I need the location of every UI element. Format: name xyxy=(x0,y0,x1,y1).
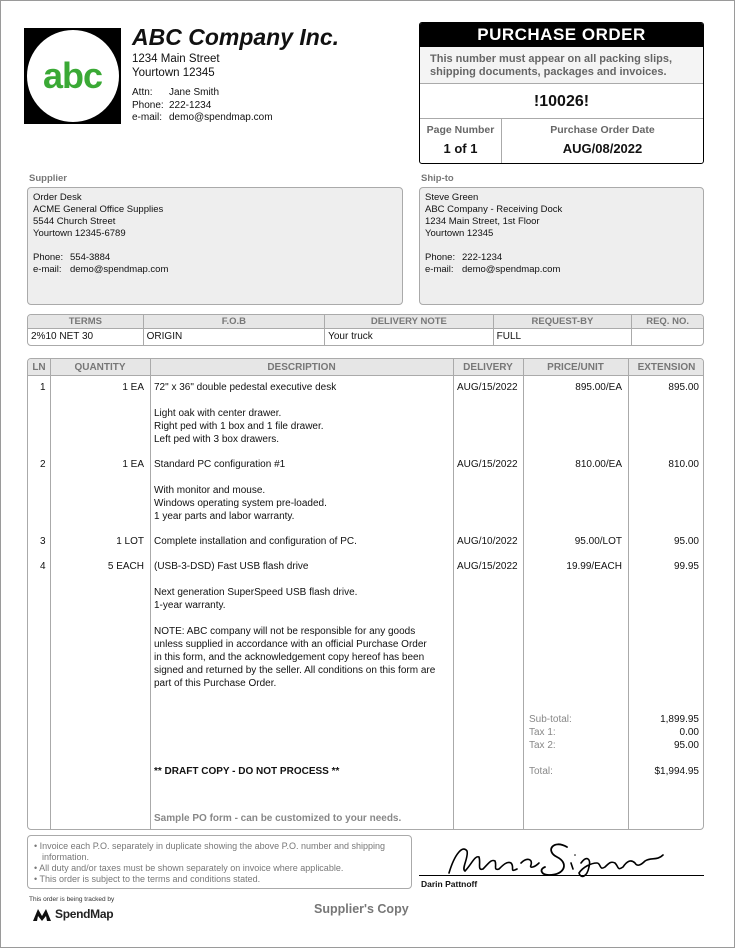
attn-label: Attn: xyxy=(132,87,153,98)
po-number: !10026! xyxy=(420,84,703,119)
quantity-header: QUANTITY xyxy=(74,362,126,373)
ship-to-email-label: e-mail: xyxy=(425,264,454,275)
tax1-value: 0.00 xyxy=(679,727,699,738)
request-by-header: REQUEST-BY xyxy=(494,315,633,328)
supplier-label: Supplier xyxy=(29,173,68,184)
po-meta xyxy=(420,119,703,163)
company-name: ABC Company Inc. xyxy=(132,24,340,50)
subtotal-value: 1,899.95 xyxy=(660,714,699,725)
tracked-by-text: This order is being tracked by xyxy=(29,896,115,903)
ship-to-phone: 222-1234 xyxy=(462,252,503,263)
supplier-box xyxy=(27,187,403,305)
signature-line xyxy=(419,875,704,876)
phone-value: 222-1234 xyxy=(169,99,212,111)
company-address-line2: Yourtown 12345 xyxy=(132,67,215,79)
po-info-box xyxy=(419,22,704,164)
supplier-phone-label: Phone: xyxy=(33,252,64,263)
terms-header: TERMS xyxy=(28,315,144,328)
po-date-cell xyxy=(502,119,703,163)
line-price: 895.00/EA xyxy=(575,382,622,393)
line-detail: Next generation SuperSpeed USB flash drive. xyxy=(154,587,358,598)
line-description: 72" x 36" double pedestal executive desk xyxy=(154,382,337,393)
logo-text: abc xyxy=(42,55,103,96)
spendmap-name: SpendMap xyxy=(55,907,114,921)
supplier-line: 5544 Church Street xyxy=(33,216,116,227)
footer-note-item: • All duty and/or taxes must be shown separately on invoice where applicable. xyxy=(34,863,344,873)
terms-header-row xyxy=(28,315,703,329)
ship-to-line: Steve Green xyxy=(425,192,479,203)
line-delivery: AUG/15/2022 xyxy=(457,382,518,393)
req-no-header: REQ. NO. xyxy=(646,316,689,327)
sample-note: Sample PO form - can be customized to your needs. xyxy=(154,813,402,824)
line-extension: 99.95 xyxy=(673,561,699,572)
page-number-value: 1 of 1 xyxy=(443,141,478,156)
phone-label: Phone: xyxy=(132,99,164,111)
supplier-phone: 554-3884 xyxy=(70,252,111,263)
fob-header: F.O.B xyxy=(144,315,325,328)
line-delivery: AUG/15/2022 xyxy=(457,459,518,470)
line-extension: 810.00 xyxy=(668,459,699,470)
tax2-value: 95.00 xyxy=(673,740,699,751)
copy-label: Supplier's Copy xyxy=(314,902,409,916)
terms-table xyxy=(27,314,704,346)
page-number-label: Page Number xyxy=(426,124,495,136)
line-detail: With monitor and mouse. xyxy=(154,485,266,496)
line-detail: 1-year warranty. xyxy=(154,600,226,611)
line-extension: 895.00 xyxy=(668,382,699,393)
line-delivery: AUG/15/2022 xyxy=(457,561,518,572)
price-unit-header: PRICE/UNIT xyxy=(547,362,604,373)
supplier-line: Yourtown 12345-6789 xyxy=(33,228,126,239)
items-table xyxy=(27,358,704,830)
ship-to-line: ABC Company - Receiving Dock xyxy=(425,204,563,215)
fob-value: ORIGIN xyxy=(144,329,325,346)
email-label: e-mail: xyxy=(132,112,163,123)
po-date-value: AUG/08/2022 xyxy=(562,141,643,156)
ship-to-email: demo@spendmap.com xyxy=(462,264,561,275)
logo-circle xyxy=(27,30,119,122)
footer-note-item: • Invoice each P.O. separately in duplicate showing the above P.O. number and shipping information. xyxy=(34,841,386,862)
supplier-email: demo@spendmap.com xyxy=(70,264,169,275)
ln-header: LN xyxy=(32,362,46,373)
company-address-line1: 1234 Main Street xyxy=(132,53,220,65)
po-title: PURCHASE ORDER xyxy=(420,23,703,47)
request-by-value: FULL xyxy=(494,329,633,346)
line-quantity: 1 LOT xyxy=(116,536,144,547)
line-extension: 95.00 xyxy=(673,536,699,547)
line-number: 3 xyxy=(40,536,46,547)
footer-note-item: • This order is subject to the terms and conditions stated. xyxy=(34,874,261,884)
ship-to-box xyxy=(419,187,704,305)
legal-note-line: unless supplied in accordance with an official Purchase Order xyxy=(154,639,427,650)
line-quantity: 1 EA xyxy=(122,382,144,393)
legal-note-line: part of this Purchase Order. xyxy=(154,678,277,689)
line-detail: 1 year parts and labor warranty. xyxy=(154,511,295,522)
company-logo xyxy=(24,28,121,124)
legal-note-line: in this form, and the acknowledgement copy hereof has been xyxy=(154,652,425,663)
line-number: 1 xyxy=(40,382,46,393)
extension-header: EXTENSION xyxy=(637,362,696,373)
ship-to-line: 1234 Main Street, 1st Floor xyxy=(425,216,540,227)
line-price: 95.00/LOT xyxy=(574,536,622,547)
line-description: (USB-3-DSD) Fast USB flash drive xyxy=(154,561,309,572)
line-quantity: 5 EACH xyxy=(107,561,144,572)
line-detail: Windows operating system pre-loaded. xyxy=(154,498,327,509)
line-detail: Light oak with center drawer. xyxy=(154,408,282,419)
ship-to-line: Yourtown 12345 xyxy=(425,228,494,239)
po-date-label: Purchase Order Date xyxy=(550,124,655,136)
supplier-line: ACME General Office Supplies xyxy=(33,204,164,215)
line-price: 810.00/EA xyxy=(575,459,622,470)
legal-note-line: NOTE: ABC company will not be responsible for any goods xyxy=(154,626,416,637)
ship-to-label: Ship-to xyxy=(421,173,454,184)
company-address xyxy=(132,52,220,80)
line-description: Complete installation and configuration of PC. xyxy=(154,536,357,547)
draft-note: ** DRAFT COPY - DO NOT PROCESS ** xyxy=(154,766,340,777)
ship-to-phone-label: Phone: xyxy=(425,252,456,263)
spendmap-logo xyxy=(32,906,113,922)
po-note: This number must appear on all packing slips, shipping documents, packages and invoices. xyxy=(420,47,703,84)
legal-note-line: signed and returned by the seller. All conditions on this form are xyxy=(154,665,436,676)
delivery-header: DELIVERY xyxy=(463,362,513,373)
supplier-email-label: e-mail: xyxy=(33,264,62,275)
signer-name: Darin Pattnoff xyxy=(421,879,478,889)
tax2-label: Tax 2: xyxy=(529,740,556,751)
company-contact xyxy=(132,87,273,125)
line-number: 4 xyxy=(40,561,46,572)
line-detail: Left ped with 3 box drawers. xyxy=(154,434,280,445)
subtotal-label: Sub-total: xyxy=(529,714,572,725)
total-label: Total: xyxy=(529,766,553,777)
terms-value-row xyxy=(28,329,703,346)
line-delivery: AUG/10/2022 xyxy=(457,536,518,547)
req-no-value xyxy=(632,329,703,346)
supplier-line: Order Desk xyxy=(33,192,82,203)
page-number-cell xyxy=(420,119,502,163)
line-price: 19.99/EACH xyxy=(566,561,622,572)
terms-value: 2%10 NET 30 xyxy=(28,329,144,346)
delivery-note-header: DELIVERY NOTE xyxy=(325,315,494,328)
tax1-label: Tax 1: xyxy=(529,727,556,738)
footer-notes xyxy=(27,835,412,889)
attn-value: Jane Smith xyxy=(169,87,220,98)
total-value: $1,994.95 xyxy=(654,766,699,777)
email-value: demo@spendmap.com xyxy=(169,112,273,123)
line-description: Standard PC configuration #1 xyxy=(154,459,286,470)
line-detail: Right ped with 1 box and 1 file drawer. xyxy=(154,421,324,432)
spendmap-mark-icon xyxy=(32,906,52,922)
description-header: DESCRIPTION xyxy=(267,362,336,373)
line-quantity: 1 EA xyxy=(122,459,144,470)
line-number: 2 xyxy=(40,459,46,470)
delivery-note-value: Your truck xyxy=(325,329,494,346)
